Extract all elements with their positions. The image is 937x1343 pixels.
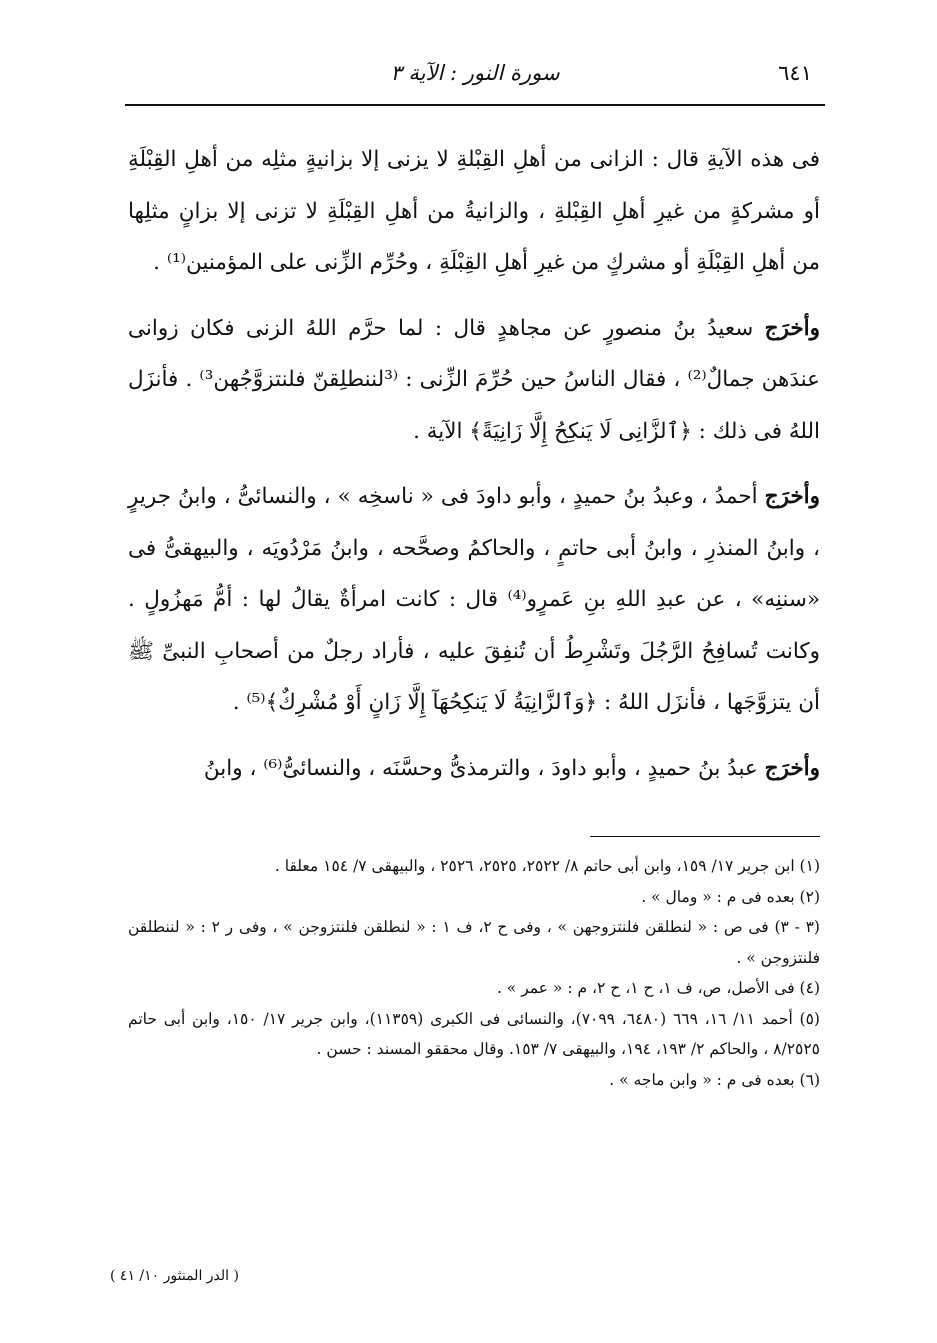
source-reference bbox=[110, 1265, 260, 1287]
paragraph-lead: وأخرَج bbox=[764, 315, 820, 341]
footnote-rule bbox=[590, 836, 820, 837]
paragraph-text: أحمدُ ، وعبدُ بنُ حميدٍ ، وأبو داودَ فى « ناسخِه » ، والنسائىُّ ، وابنُ جريرٍ ، وابنُ المنذرِ ، وابنُ أبى حاتمٍ ، والحاكمُ وصحَّحه ، وابنُ مَرْدُويَه ، والبيهقىُّ فى «سننِه» ، عن عبدِ اللهِ بنِ عَمرٍو⁽⁴⁾ قال : كانت امرأةٌ يقالُ لها : أمُّ مَهزُولٍ . وكانت تُسافِحُ الرَّجُلَ وتَشْرِطُ أن تُنفِقَ عليه ، فأراد رجلٌ من أصحابِ النبىِّ ﷺ أن يتزوَّجَها ، فأنزَل اللهُ : ﴿وَٱلزَّانِيَةُ لَا يَنكِحُهَآ إِلَّا زَانٍ أَوْ مُشْرِكٌ﴾⁽⁵⁾ . bbox=[128, 484, 820, 715]
running-title: سورة النور : الآية ٣ bbox=[390, 61, 560, 85]
page-number: ٦٤١ bbox=[778, 61, 812, 85]
footnote: (٢) بعده فى م : « ومال » . bbox=[641, 887, 820, 906]
source-reference-text: ( الدر المنثور ١٠/ ٤١ ) bbox=[110, 1268, 239, 1284]
footnote: (٥) أحمد ١١/ ١٦، ٦٦٩ (٦٤٨٠، ٧٠٩٩)، والنسائى فى الكبرى (١١٣٥٩)، وابن جرير ١٧/ ١٥٠، وابن أبى حاتم ٨/٢٥٢٥ ، والحاكم ٢/ ١٩٣، ١٩٤، والبيهقى ٧/ ١٥٣. وقال محققو المسند : حسن . bbox=[128, 1009, 820, 1058]
footnote: (٤) فى الأصل، ص، ف ١، ح ١، ح ٢، م : « عمر » . bbox=[496, 979, 820, 997]
paragraph-lead: وأخرَج bbox=[764, 755, 820, 781]
footnote: (٣ - ٣) فى ص : « لنطلقن فلنتزوجهن » ، وفى ح ٢، ف ١ : « لنطلقن فلنتزوجن » ، وفى ر ٢ : « لننطلقن فلنتزوجن » . bbox=[128, 918, 820, 967]
footnote: (١) ابن جرير ١٧/ ١٥٩، وابن أبى حاتم ٨/ ٢٥٢٢، ٢٥٢٥، ٢٥٢٦ ، والبيهقى ٧/ ١٥٤ معلقا . bbox=[274, 857, 820, 875]
footnote: (٦) بعده فى م : « وابن ماجه » . bbox=[609, 1070, 820, 1089]
paragraph bbox=[128, 471, 820, 729]
paragraph-lead: وأخرَج bbox=[764, 484, 820, 509]
paragraph-text: فى هذه الآيةِ قال : الزانى من أهلِ القِبْلةِ لا يزنى إلا بزانيةٍ مثلِه من أهلِ القِبْلَةِ أو مشركةٍ من غيرِ أهلِ القِبْلةِ ، والزانيةُ من أهلِ القِبْلَةِ لا تزنى إلا بزانٍ مثلِها من أهلِ القِبْلَةِ أو مشركٍ من غيرِ أهلِ القِبْلَةِ ، وحُرِّم الزِّنى على المؤمنين⁽¹⁾ . bbox=[128, 147, 820, 275]
paragraph bbox=[128, 743, 820, 795]
paragraph bbox=[128, 303, 820, 458]
page-header bbox=[130, 58, 820, 96]
header-rule bbox=[125, 104, 825, 106]
footnotes bbox=[128, 851, 820, 1095]
paragraph-text: عبدُ بنُ حميدٍ ، وأبو داودَ ، والترمذىُّ وحسَّنَه ، والنسائىُّ⁽⁶⁾ ، وابنُ bbox=[203, 755, 765, 781]
paragraph-text: سعيدُ بنُ منصورٍ عن مجاهدٍ قال : لما حرَّم اللهُ الزنى فكان زوانى عندَهن جمالٌ⁽²⁾ ، فقال الناسُ حين حُرِّمَ الزِّنى : ⁽³لننطلِقنّ فلنتزوَّجُهن³⁾ . فأنزَل اللهُ فى ذلك : ﴿ٱلزَّانِى لَا يَنكِحُ إِلَّا زَانِيَةً﴾ الآية . bbox=[128, 315, 820, 444]
paragraph bbox=[128, 134, 820, 289]
main-text bbox=[128, 134, 820, 808]
